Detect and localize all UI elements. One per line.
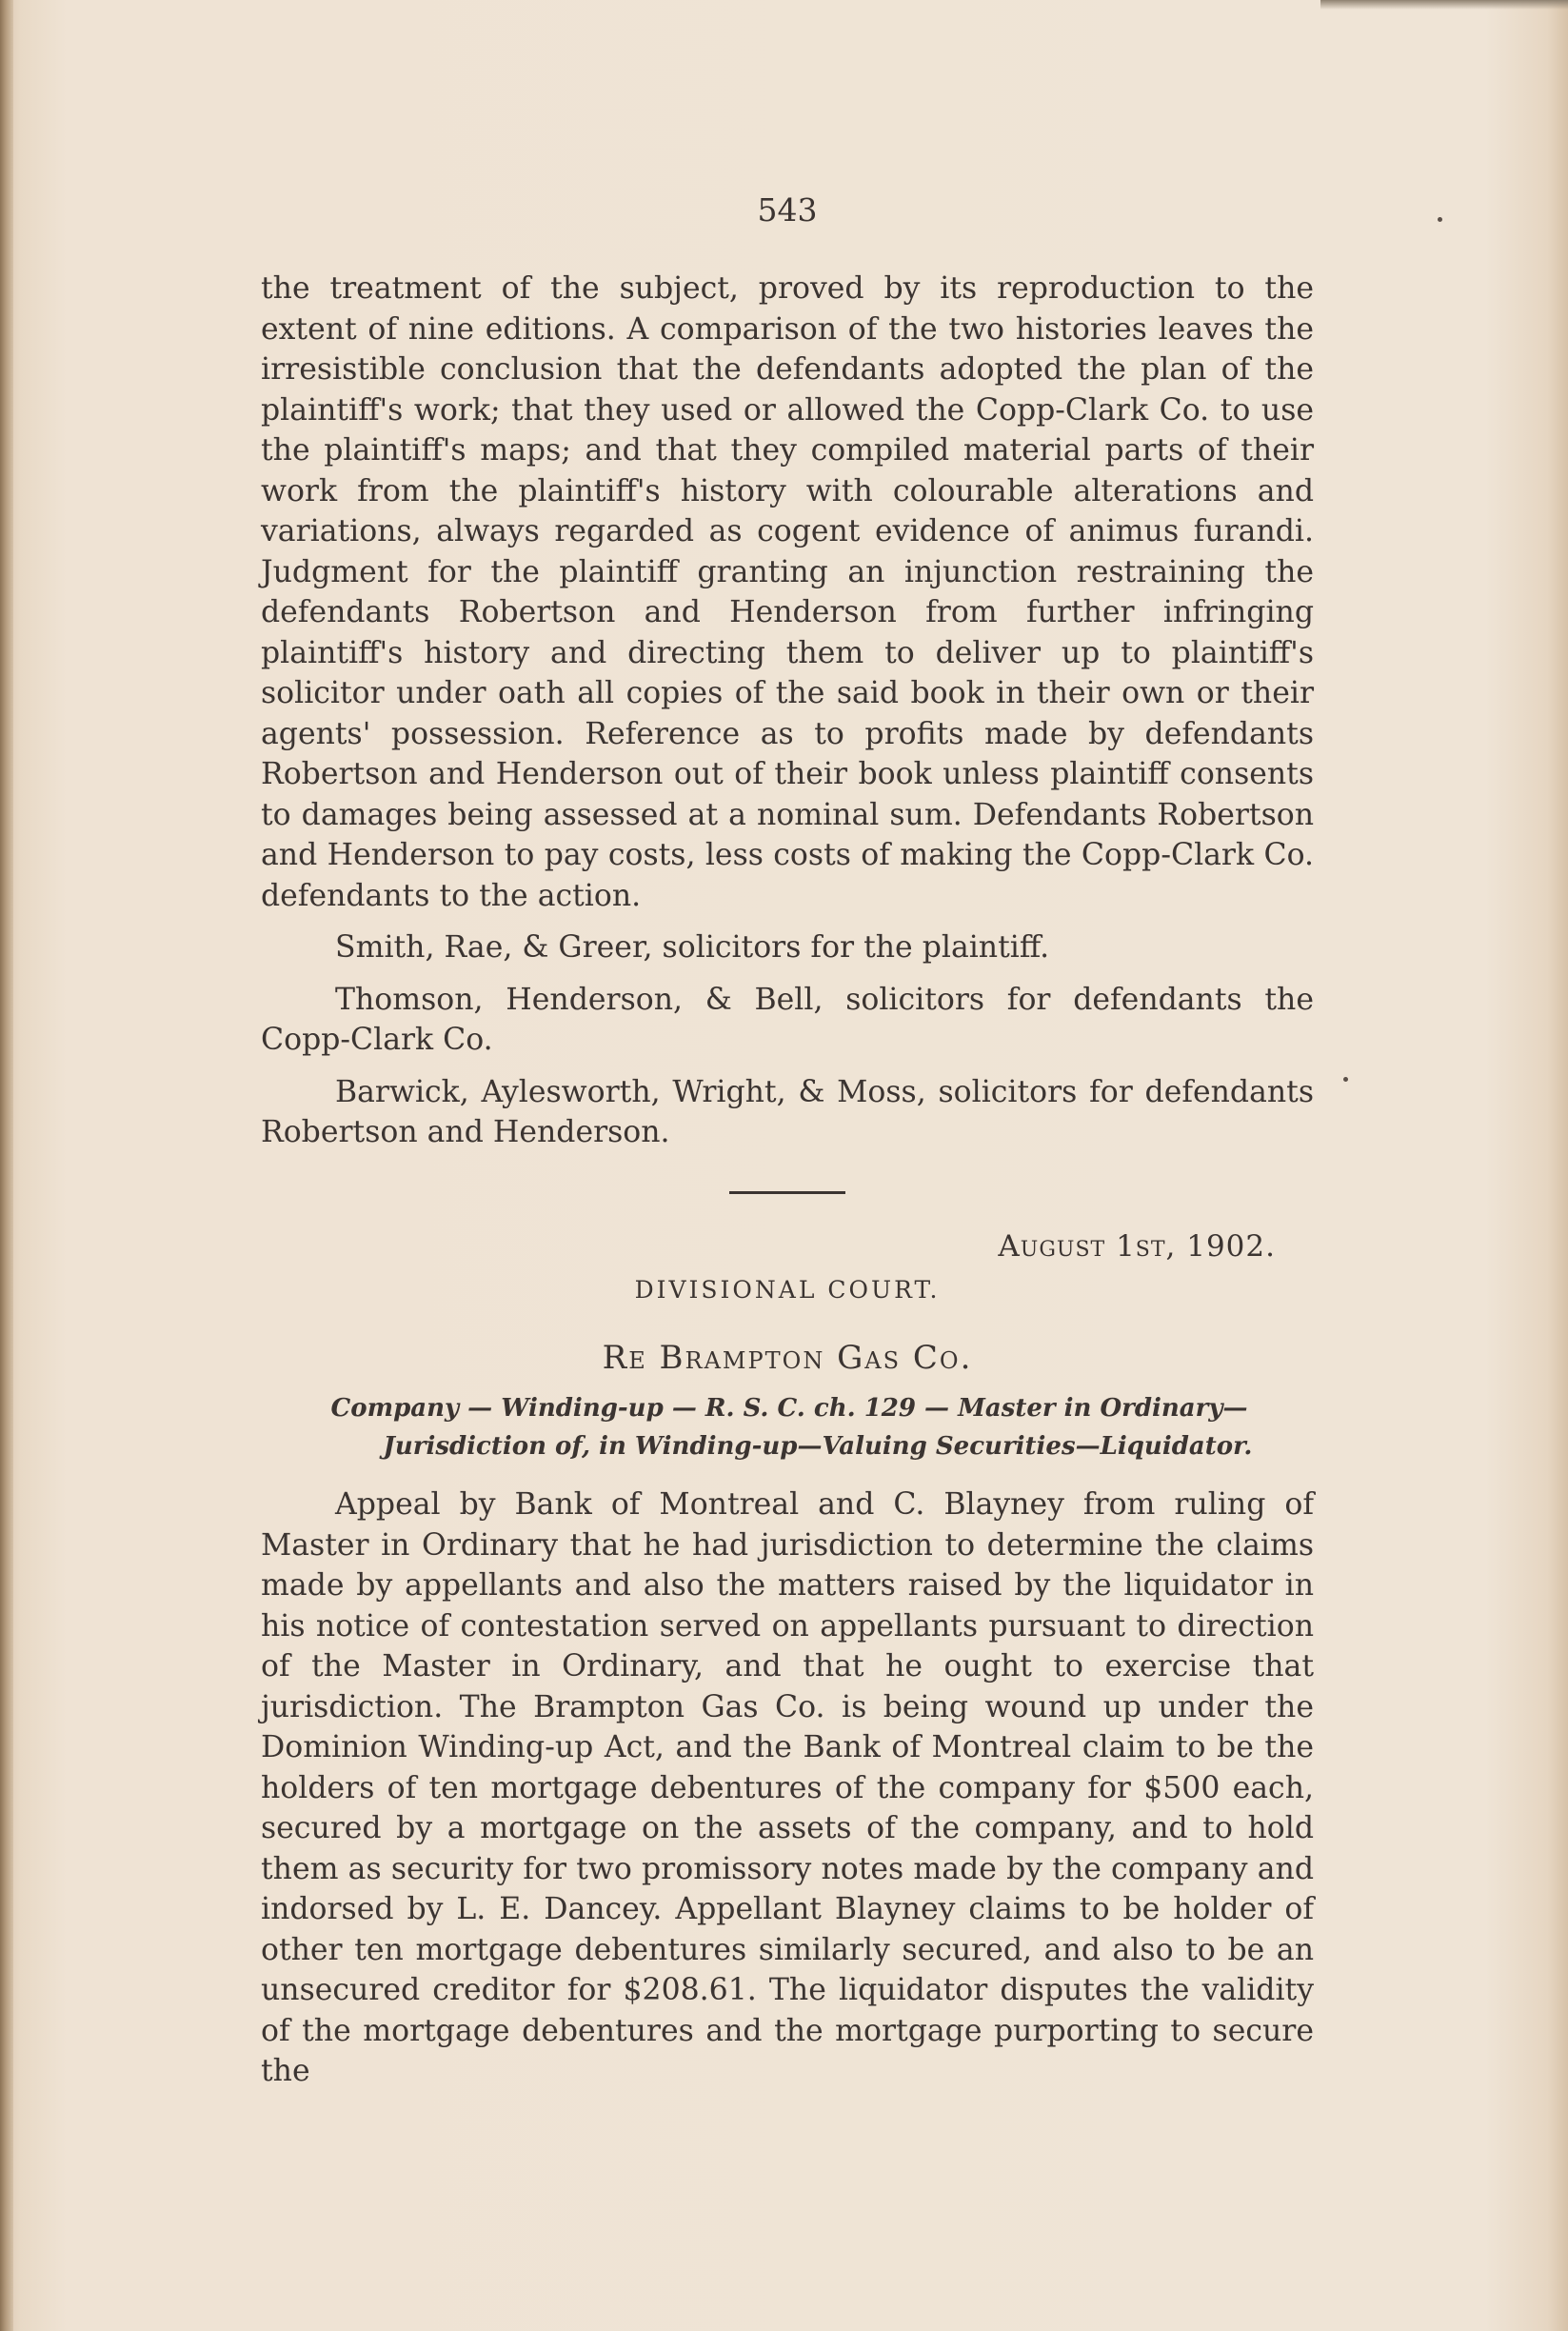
ink-speck: [1343, 1077, 1348, 1082]
catchwords-line-1: Company — Winding-up — R. S. C. ch. 129 — Master in Ordinary—: [330, 1394, 1248, 1423]
book-binding-shadow: [0, 0, 13, 2331]
case-title: Re Brampton Gas Co.: [602, 1338, 973, 1377]
page-number: 543: [757, 191, 818, 229]
solicitors-robertson-henderson: Barwick, Aylesworth, Wright, & Moss, solicitors for defendants Robertson and Henderson.: [261, 1074, 1314, 1149]
case-body-paragraph: Appeal by Bank of Montreal and C. Blayney from ruling of Master in Ordinary that he had jurisdiction to determine the claims made by appellants and also the matters raised by the liquidator in his notice of contestation served on appellants pursuant to direction of the Master in Ordinary, and that he ought to exercise that jurisdiction. The Brampton Gas Co. is being wound up under the Dominion Winding-up Act, and the Bank of Montreal claim to be the holders of ten mortgage debentures of the company for $500 each, secured by a mortgage on the assets of the company, and to hold them as security for two promissory notes made by the company and indorsed by L. E. Dancey. Appellant Blayney claims to be holder of other ten mortgage debentures similarly secured, and also to be an unsecured creditor for $208.61. The liquidator disputes the validity of the mortgage debentures and the mortgage purporting to secure the: [261, 1487, 1314, 2088]
text-block: [261, 190, 1314, 2092]
solicitors-plaintiff: Smith, Rae, & Greer, solicitors for the plaintiff.: [335, 930, 1050, 965]
case-date: August 1st, 1902.: [998, 1228, 1276, 1264]
court-name: DIVISIONAL COURT.: [634, 1276, 941, 1304]
page-edge-shadow: [1320, 0, 1568, 10]
ink-speck: [1438, 217, 1442, 222]
catchwords-line-2: Jurisdiction of, in Winding-up—Valuing Securities—Liquidator.: [383, 1432, 1253, 1461]
catchwords: [261, 1389, 1314, 1465]
section-divider: [729, 1191, 845, 1194]
judgment-paragraph: the treatment of the subject, proved by its reproduction to the extent of nine editions. A comparison of the two histories leaves the irresistible conclusion that the defendants adopted the plan of the plaintiff's work; that they used or allowed the Copp-Clark Co. to use the plaintiff's maps; and that they compiled material parts of their work from the plaintiff's history with colourable alterations and variations, always regarded as cogent evidence of animus furandi. Judgment for the plaintiff granting an injunction restraining the defendants Robertson and Henderson from further infringing plaintiff's history and directing them to deliver up to plaintiff's solicitor under oath all copies of the said book in their own or their agents' possession. Reference as to profits made by defendants Robertson and Henderson out of their book unless plaintiff consents to damages being assessed at a nominal sum. Defendants Robertson and Henderson to pay costs, less costs of making the Copp-Clark Co. defendants to the action.: [261, 271, 1314, 913]
solicitors-copp-clark: Thomson, Henderson, & Bell, solicitors for defendants the Copp-Clark Co.: [261, 982, 1314, 1057]
